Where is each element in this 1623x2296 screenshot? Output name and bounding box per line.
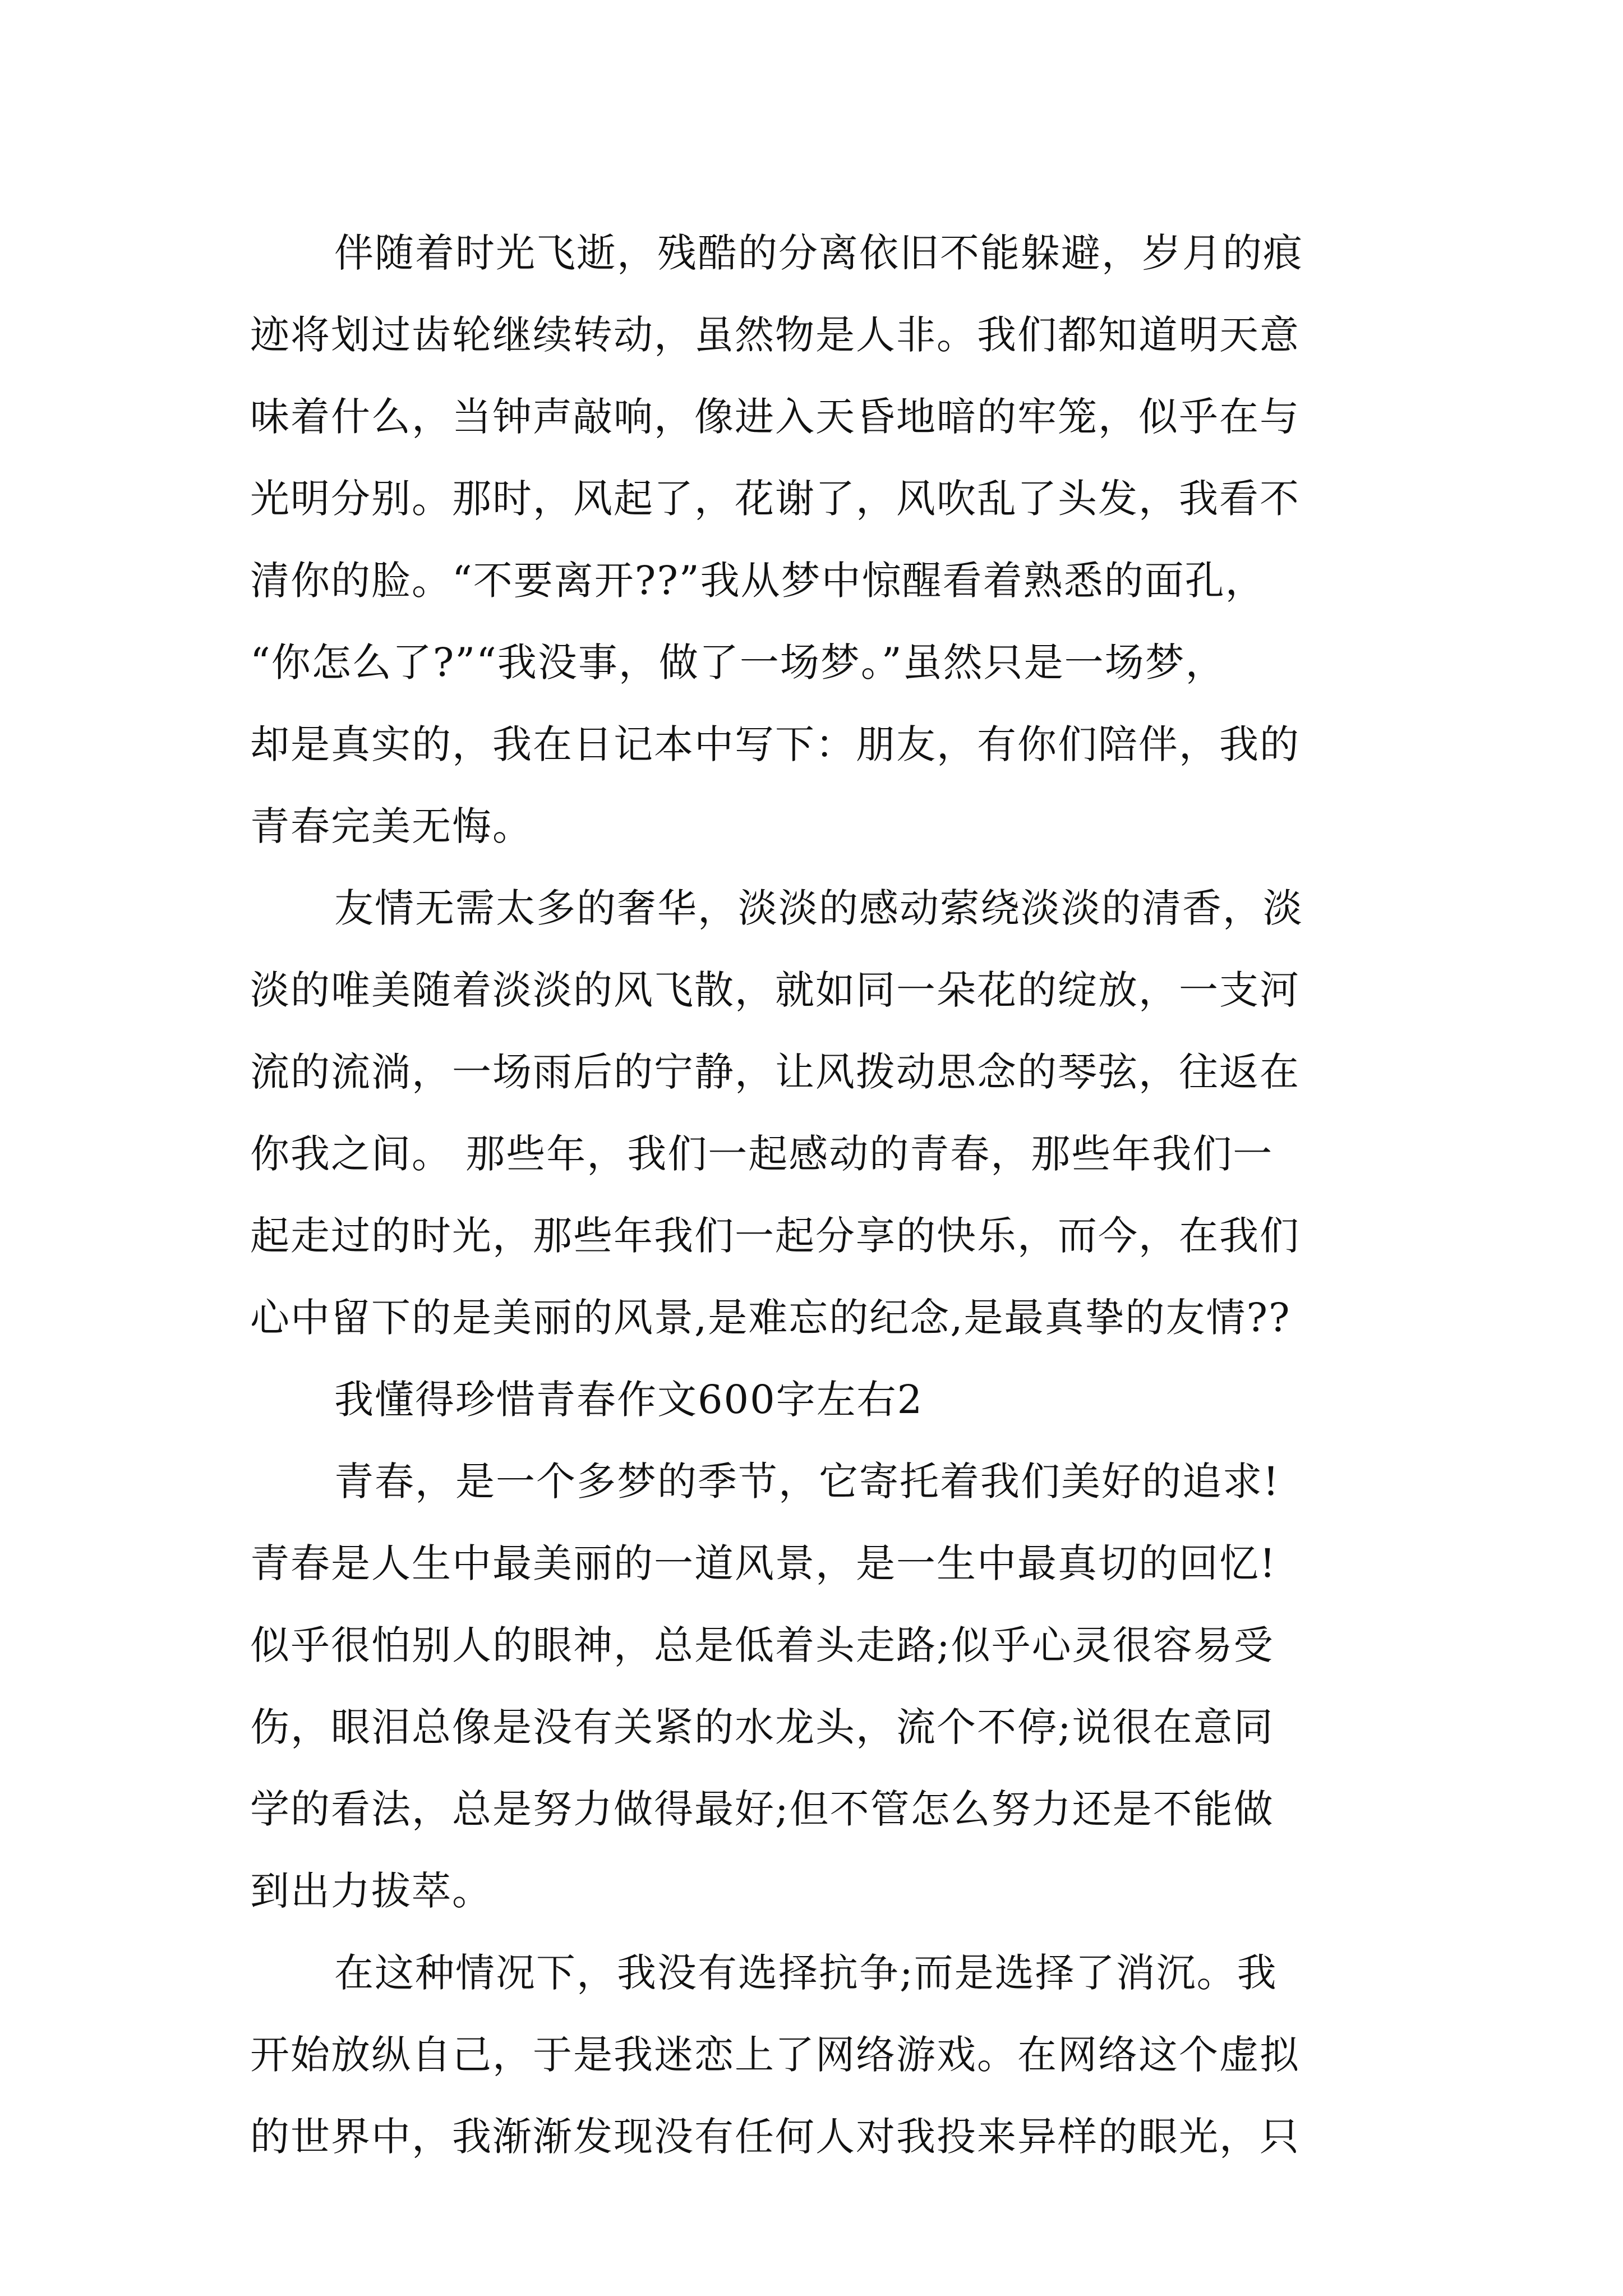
paragraph-4-line-1: 在这种情况下，我没有选择抗争;而是选择了消沉。我 xyxy=(334,1950,1278,1996)
paragraph-1-line-2: 迹将划过齿轮继续转动，虽然物是人非。我们都知道明天意 xyxy=(250,312,1300,358)
paragraph-1-line-8: 青春完美无悔。 xyxy=(250,803,533,849)
paragraph-1-line-3: 味着什么，当钟声敲响，像进入天昏地暗的牢笼，似乎在与 xyxy=(250,394,1300,440)
paragraph-2-line-1: 友情无需太多的奢华，淡淡的感动萦绕淡淡的清香，淡 xyxy=(334,885,1303,931)
paragraph-2-line-2: 淡的唯美随着淡淡的风飞散，就如同一朵花的绽放，一支河 xyxy=(250,967,1300,1013)
paragraph-4-line-3: 的世界中，我渐渐发现没有任何人对我投来异样的眼光，只 xyxy=(250,2114,1300,2160)
paragraph-3-line-5: 学的看法，总是努力做得最好;但不管怎么努力还是不能做 xyxy=(250,1786,1274,1832)
paragraph-2-line-5: 起走过的时光，那些年我们一起分享的快乐，而今，在我们 xyxy=(250,1213,1300,1259)
paragraph-3-line-1: 青春，是一个多梦的季节，它寄托着我们美好的追求! xyxy=(334,1458,1280,1504)
paragraph-1-line-5: 清你的脸。“不要离开??”我从梦中惊醒看着熟悉的面孔， xyxy=(250,558,1266,604)
paragraph-1-line-6: “你怎么了?”“我没事，做了一场梦。”虽然只是一场梦， xyxy=(250,639,1226,685)
paragraph-3-line-4: 伤，眼泪总像是没有关紧的水龙头，流个不停;说很在意同 xyxy=(250,1704,1274,1750)
paragraph-3-line-3: 似乎很怕别人的眼神，总是低着头走路;似乎心灵很容易受 xyxy=(250,1622,1274,1668)
section-heading: 我懂得珍惜青春作文600字左右2 xyxy=(334,1377,924,1423)
paragraph-2-line-3: 流的流淌，一场雨后的宁静，让风拨动思念的琴弦，往返在 xyxy=(250,1049,1300,1095)
paragraph-1-line-1: 伴随着时光飞逝，残酷的分离依旧不能躲避，岁月的痕 xyxy=(334,230,1303,276)
paragraph-4-line-2: 开始放纵自己，于是我迷恋上了网络游戏。在网络这个虚拟 xyxy=(250,2032,1300,2078)
paragraph-3-line-6: 到出力拔萃。 xyxy=(250,1868,492,1914)
body-text xyxy=(250,212,1394,2178)
paragraph-1-line-4: 光明分别。那时，风起了，花谢了，风吹乱了头发，我看不 xyxy=(250,476,1300,522)
paragraph-2-line-4: 你我之间。 那些年，我们一起感动的青春，那些年我们一 xyxy=(250,1131,1274,1177)
paragraph-1-line-7: 却是真实的，我在日记本中写下：朋友，有你们陪伴，我的 xyxy=(250,721,1300,767)
paragraph-3-line-2: 青春是人生中最美丽的一道风景，是一生中最真切的回忆! xyxy=(250,1540,1277,1586)
paragraph-2-line-6: 心中留下的是美丽的风景,是难忘的纪念,是最真挚的友情?? xyxy=(250,1295,1291,1341)
